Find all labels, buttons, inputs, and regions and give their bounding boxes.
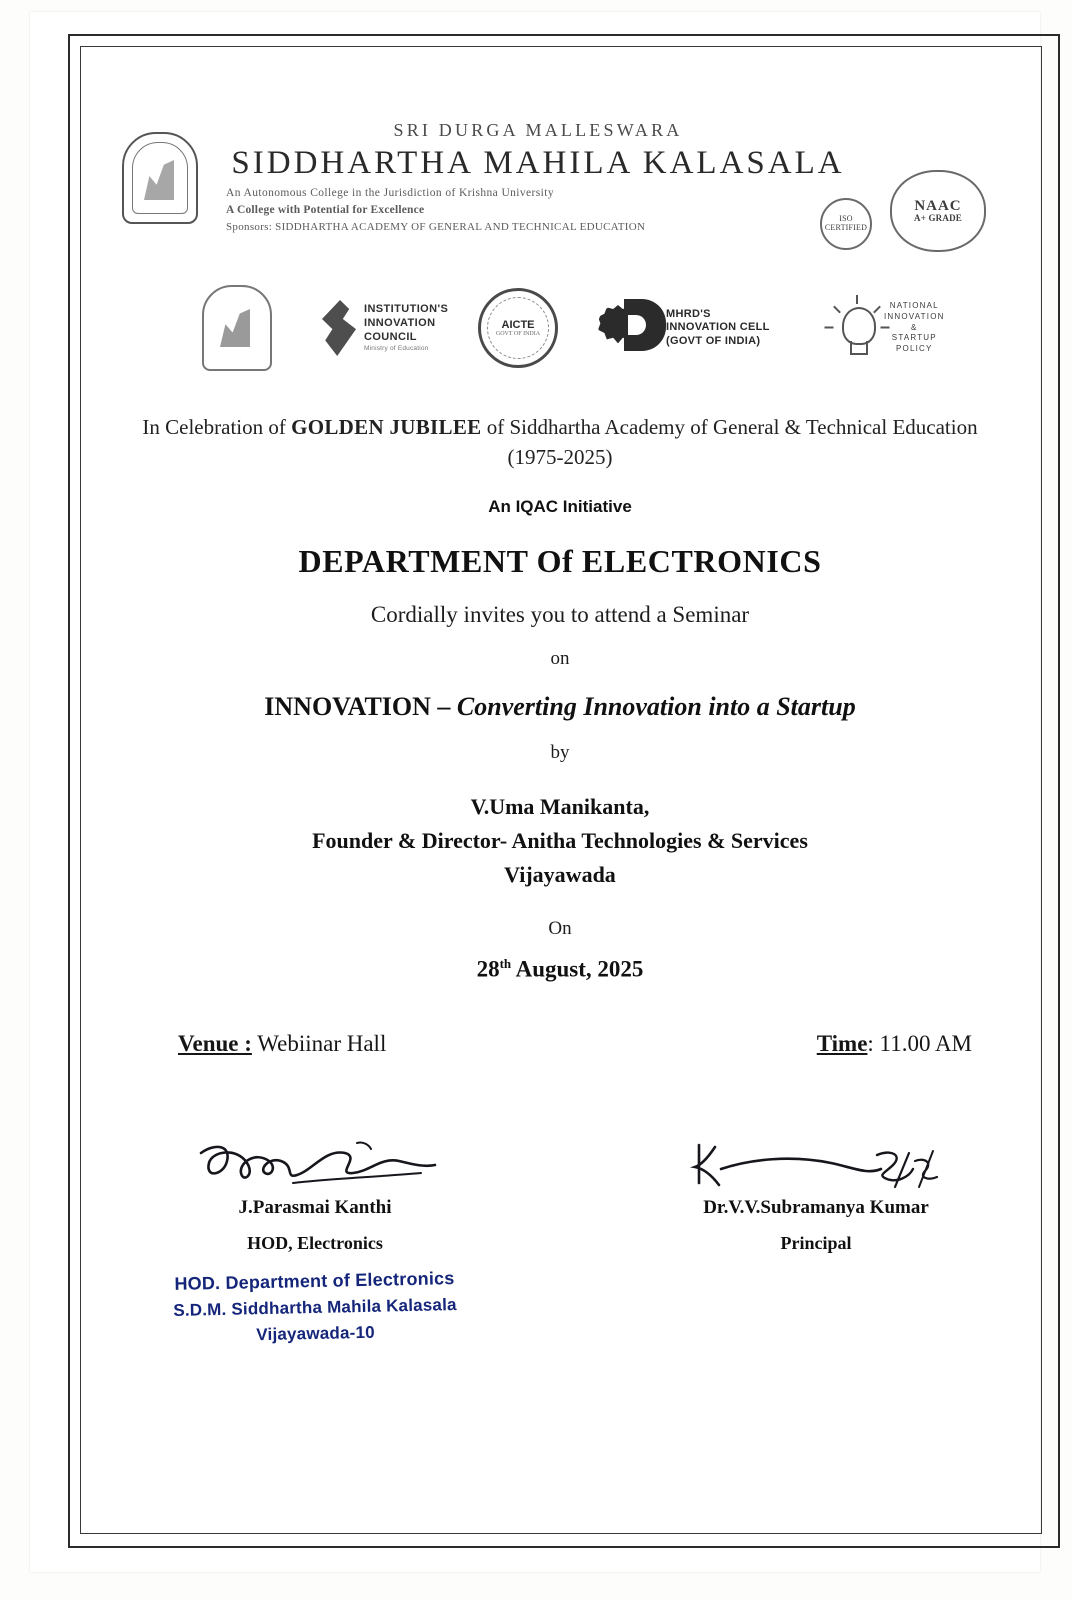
topic-bold: INNOVATION –	[264, 691, 457, 721]
letterhead	[90, 92, 1030, 262]
department-title: DEPARTMENT Of ELECTRONICS	[298, 542, 822, 579]
logo-college-crest	[202, 278, 272, 378]
hod-name: J.Parasmai Kanthi	[238, 1196, 392, 1218]
speaker-block	[90, 790, 1030, 892]
event-date-rest: August, 2025	[511, 956, 644, 982]
principal-role: Principal	[780, 1232, 852, 1253]
signature-area	[90, 1139, 1030, 1349]
topic-italic: Converting Innovation into a Startup	[456, 691, 856, 721]
handwritten-signature	[626, 1139, 1006, 1195]
iic-label: INSTITUTION'S INNOVATION COUNCIL Ministry of Education	[364, 303, 449, 352]
bulb-icon	[830, 297, 884, 359]
mic-label: MHRD'S INNOVATION CELL (GOVT OF INDIA)	[666, 308, 770, 347]
iso-badge-label: ISO CERTIFIED	[824, 214, 868, 232]
hod-stamp-line2: S.D.M. Siddhartha Mahila Kalasala	[173, 1294, 457, 1320]
logo-aicte	[478, 278, 558, 378]
jubilee-line	[130, 412, 990, 473]
partner-logo-strip	[90, 278, 1030, 388]
document-page	[30, 12, 1040, 1572]
on-word: on	[550, 647, 570, 669]
by-word: by	[550, 741, 570, 763]
handwritten-signature	[130, 1139, 500, 1195]
letterhead-line4: A College with Potential for Excellence	[226, 204, 425, 216]
letterhead-line2: SIDDHARTHA MAHILA KALASALA	[231, 145, 845, 181]
venue-time-row	[90, 1031, 1030, 1065]
jubilee-highlight: GOLDEN JUBILEE	[291, 415, 482, 439]
naac-badge-main: NAAC	[914, 197, 962, 214]
letterhead-line1: SRI DURGA MALLESWARA	[393, 120, 683, 140]
college-crest-icon	[122, 132, 194, 220]
hod-stamp-line1: HOD. Department of Electronics	[174, 1267, 455, 1294]
naac-badge-sub: A+ GRADE	[914, 213, 962, 224]
venue-block	[178, 1031, 386, 1057]
signature-block-hod	[130, 1139, 500, 1346]
letterhead-line5: Sponsors: SIDDHARTHA ACADEMY OF GENERAL AND TECHNICAL EDUCATION	[226, 221, 646, 233]
speaker-name: V.Uma Manikanta,	[470, 793, 650, 819]
event-date	[90, 956, 1030, 983]
invite-line: Cordially invites you to attend a Seminar	[370, 601, 750, 627]
time-value: : 11.00 AM	[867, 1030, 972, 1056]
principal-name: Dr.V.V.Subramanya Kumar	[703, 1196, 929, 1218]
iic-icon	[318, 300, 358, 356]
iic-sublabel: Ministry of Education	[364, 344, 429, 352]
naac-badge-icon	[890, 170, 986, 252]
speaker-city: Vijayawada	[504, 862, 616, 888]
nisp-label: NATIONAL INNOVATION & STARTUP POLICY	[884, 301, 945, 354]
date-word: On	[548, 918, 572, 940]
logo-nisp	[830, 278, 945, 378]
document-content	[90, 56, 1030, 1522]
aicte-sublabel: GOVT OF INDIA	[495, 331, 541, 337]
iso-badge-icon	[820, 198, 872, 250]
time-label: Time	[816, 1030, 868, 1056]
mic-gear-icon	[598, 299, 666, 357]
letterhead-text	[208, 120, 868, 233]
letterhead-line3: An Autonomous College in the Jurisdiction of Krishna University	[226, 187, 555, 199]
logo-mic	[598, 278, 770, 378]
aicte-label: AICTE	[501, 319, 535, 331]
signature-block-principal	[626, 1139, 1006, 1254]
hod-role: HOD, Electronics	[247, 1232, 383, 1253]
event-date-suffix: th	[499, 956, 512, 972]
logo-iic	[318, 278, 448, 378]
jubilee-suffix: of Siddhartha Academy of General & Technical Education (1975-2025)	[481, 415, 978, 470]
venue-label: Venue :	[178, 1030, 252, 1056]
venue-value: Webiinar Hall	[257, 1030, 387, 1056]
hod-stamp-line3: Vijayawada-10	[256, 1322, 375, 1344]
aicte-icon	[478, 288, 558, 368]
invitation-body	[90, 412, 1030, 1349]
college-crest-icon	[202, 285, 272, 371]
iqac-initiative: An IQAC Initiative	[488, 496, 632, 516]
time-block	[817, 1031, 972, 1057]
speaker-title: Founder & Director- Anitha Technologies & Services	[312, 827, 808, 853]
seminar-topic	[90, 692, 1030, 722]
event-date-day: 28	[476, 956, 500, 982]
jubilee-prefix: In Celebration of	[142, 415, 292, 439]
hod-stamp	[129, 1264, 501, 1350]
